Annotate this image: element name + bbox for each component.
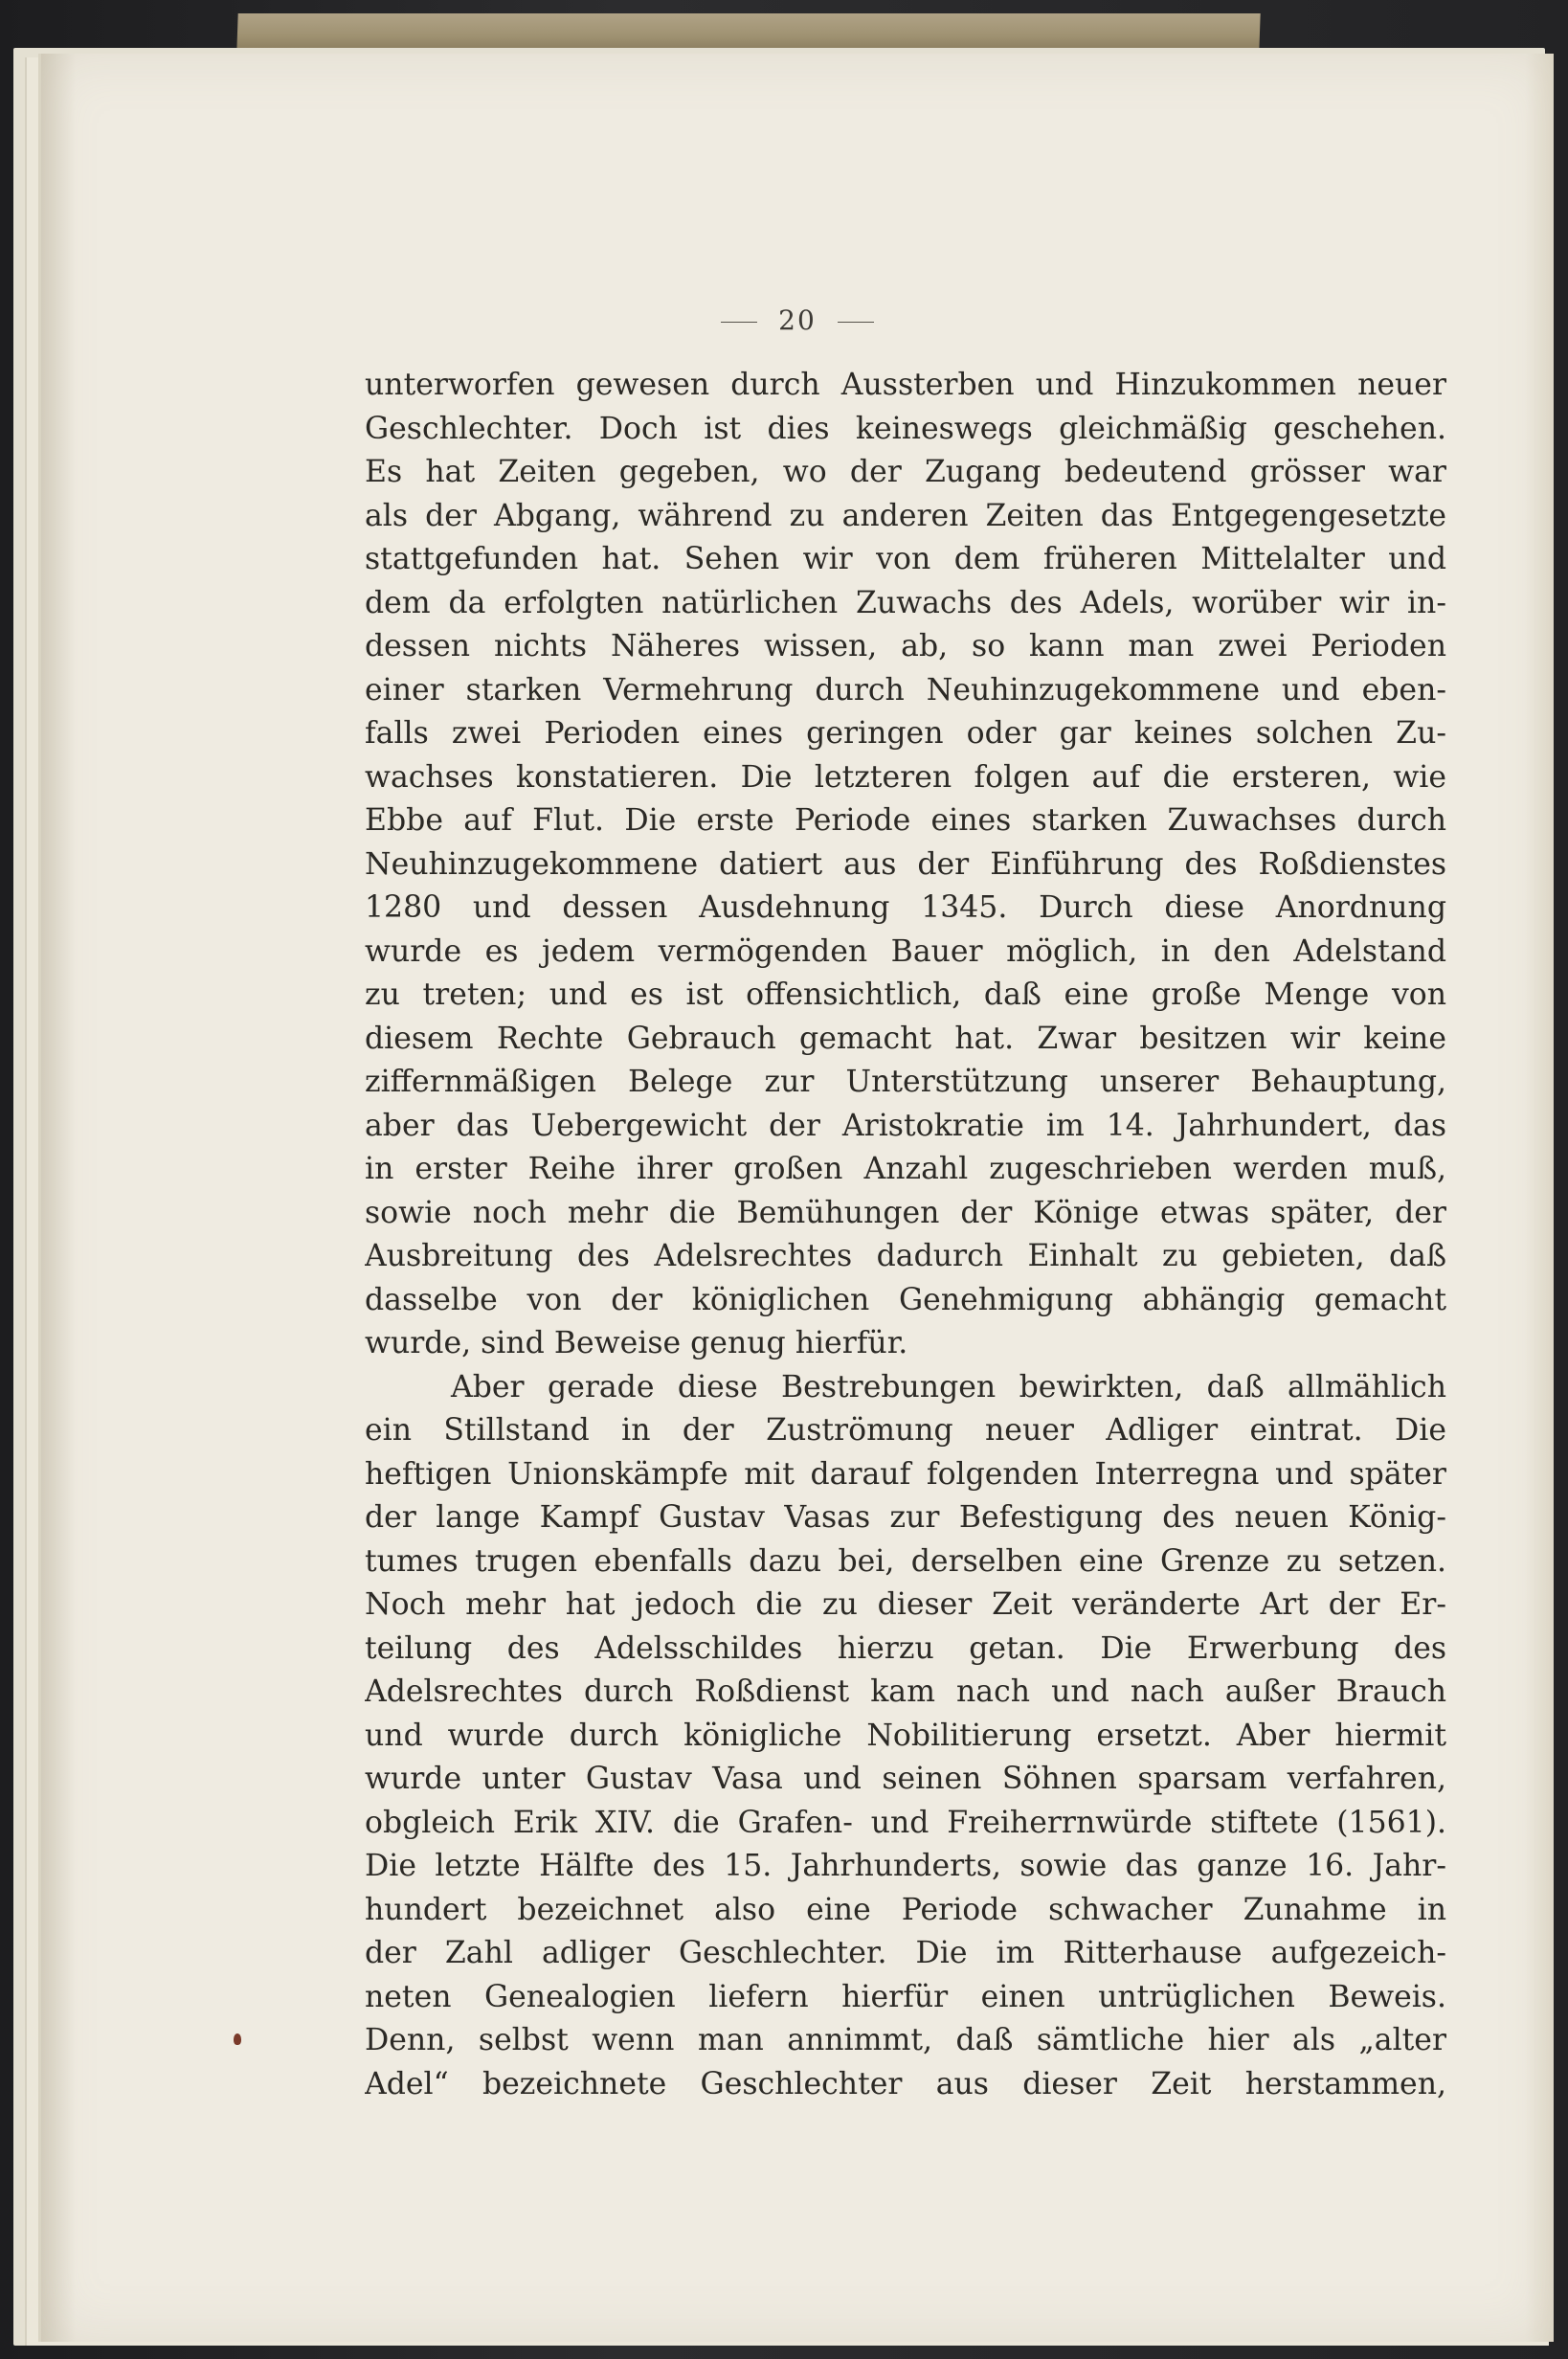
- text-line: hundert bezeichnet also eine Periode schwacher Zunahme in: [365, 1892, 1446, 1927]
- text-line: tumes trugen ebenfalls dazu bei, derselben eine Grenze zu setzen.: [365, 1543, 1446, 1579]
- text-line: neten Genealogien liefern hierfür einen untrüglichen Beweis.: [365, 1979, 1446, 2014]
- text-line: ziffernmäßigen Belege zur Unterstützung unserer Behauptung,: [365, 1065, 1446, 1099]
- text-line: ein Stillstand in der Zuströmung neuer Adliger eintrat. Die: [365, 1413, 1446, 1448]
- body-text: [365, 364, 1446, 2106]
- page-number-value: 20: [778, 304, 817, 336]
- page-right-edge: [1525, 54, 1554, 2342]
- text-line: diesem Rechte Gebrauch gemacht hat. Zwar besitzen wir keine: [365, 1021, 1446, 1056]
- text-line: wurde, sind Beweise genug hierfür.: [365, 1326, 908, 1360]
- text-line: als der Abgang, während zu anderen Zeiten das Entgegengesetzte: [365, 498, 1446, 533]
- text-line: sowie noch mehr die Bemühungen der Könige etwas später, der: [365, 1195, 1446, 1230]
- book-cover-edge: [236, 13, 1260, 52]
- text-line: der lange Kampf Gustav Vasas zur Befestigung des neuen König-: [365, 1500, 1446, 1535]
- text-line: Neuhinzugekommene datiert aus der Einführung des Roßdienstes: [365, 846, 1446, 882]
- text-line: Ausbreitung des Adelsrechtes dadurch Einhalt zu gebieten, daß: [365, 1239, 1446, 1273]
- text-line: aber das Uebergewicht der Aristokratie im 14. Jahrhundert, das: [365, 1108, 1446, 1143]
- page-number-dash-left: [721, 322, 757, 323]
- text-line: dessen nichts Näheres wissen, ab, so kann man zwei Perioden: [365, 629, 1446, 663]
- gutter-shadow: [41, 54, 76, 2342]
- text-line: wurde unter Gustav Vasa und seinen Söhnen sparsam verfahren,: [365, 1762, 1446, 1796]
- text-line: Es hat Zeiten gegeben, wo der Zugang bedeutend grösser war: [365, 455, 1446, 489]
- page-number: [41, 304, 1554, 336]
- text-line: dasselbe von der königlichen Genehmigung abhängig gemacht: [365, 1282, 1446, 1317]
- text-line: Ebbe auf Flut. Die erste Periode eines starken Zuwachses durch: [365, 803, 1446, 838]
- text-line: einer starken Vermehrung durch Neuhinzugekommene und eben-: [365, 672, 1446, 708]
- text-line: obgleich Erik XIV. die Grafen- und Freiherrnwürde stiftete (1561).: [365, 1805, 1446, 1840]
- text-line: stattgefunden hat. Sehen wir von dem früheren Mittelalter und: [365, 542, 1446, 576]
- text-line: zu treten; und es ist offensichtlich, daß eine große Menge von: [365, 977, 1446, 1012]
- book-page: [38, 54, 1554, 2342]
- text-line: Die letzte Hälfte des 15. Jahrhunderts, sowie das ganze 16. Jahr-: [365, 1849, 1446, 1883]
- text-line: wachses konstatieren. Die letzteren folgen auf die ersteren, wie: [365, 759, 1446, 795]
- text-line: teilung des Adelsschildes hierzu getan. Die Erwerbung des: [365, 1630, 1446, 1666]
- text-line: heftigen Unionskämpfe mit darauf folgenden Interregna und später: [365, 1456, 1446, 1492]
- text-line: dem da erfolgten natürlichen Zuwachs des Adels, worüber wir in-: [365, 585, 1446, 620]
- text-line: Adel“ bezeichnete Geschlechter aus dieser Zeit herstammen,: [365, 2066, 1446, 2101]
- text-line: 1280 und dessen Ausdehnung 1345. Durch diese Anordnung: [365, 890, 1446, 925]
- text-line: der Zahl adliger Geschlechter. Die im Ritterhause aufgezeich-: [365, 1936, 1446, 1970]
- margin-ink-spot: [234, 2033, 241, 2045]
- text-line: falls zwei Perioden eines geringen oder gar keines solchen Zu-: [365, 716, 1446, 751]
- text-line: in erster Reihe ihrer großen Anzahl zugeschrieben werden muß,: [365, 1152, 1446, 1186]
- text-line: wurde es jedem vermögenden Bauer möglich, in den Adelstand: [365, 933, 1446, 969]
- text-line: Adelsrechtes durch Roßdienst kam nach und nach außer Brauch: [365, 1674, 1446, 1709]
- text-line: Denn, selbst wenn man annimmt, daß sämtliche hier als „alter: [365, 2023, 1446, 2057]
- text-line: und wurde durch königliche Nobilitierung ersetzt. Aber hiermit: [365, 1718, 1446, 1753]
- text-line: Aber gerade diese Bestrebungen bewirkten, daß allmählich: [451, 1369, 1446, 1404]
- text-line: Geschlechter. Doch ist dies keineswegs gleichmäßig geschehen.: [365, 411, 1446, 446]
- text-line: Noch mehr hat jedoch die zu dieser Zeit veränderte Art der Er-: [365, 1587, 1446, 1622]
- text-line: unterworfen gewesen durch Aussterben und Hinzukommen neuer: [365, 368, 1446, 402]
- page-number-dash-right: [838, 322, 874, 323]
